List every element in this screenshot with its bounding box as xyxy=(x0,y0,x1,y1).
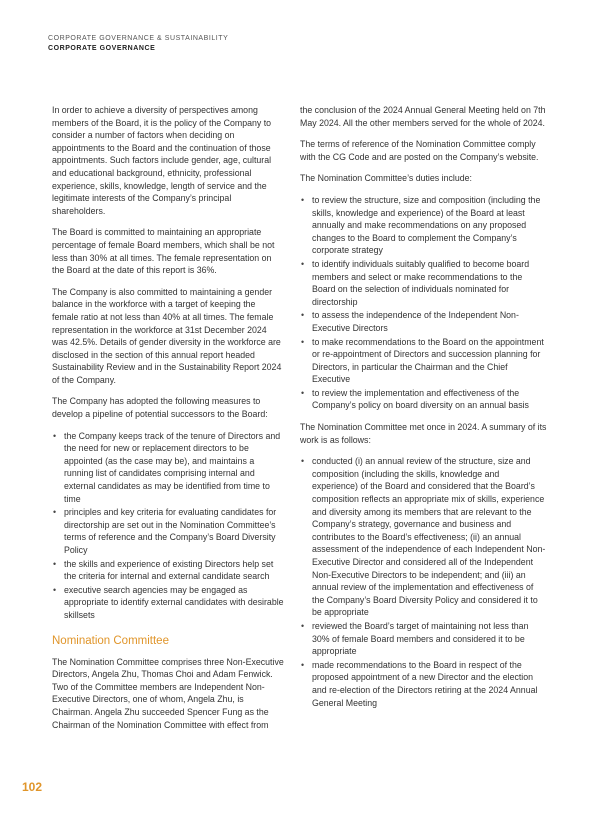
list-item: • to review the structure, size and composition (including the skills, knowledge and experience) of the Board at least annually and make recommendations on any proposed changes to the Board to complement the Company’s corporate strategy xyxy=(300,194,547,257)
paragraph-committee-continued: the conclusion of the 2024 Annual General Meeting held on 7th May 2024. All the other members served for the whole of 2024. xyxy=(300,105,546,128)
work-summary-list xyxy=(300,455,547,709)
running-header xyxy=(48,34,228,54)
list-item: • conducted (i) an annual review of the structure, size and composition (including the skills, knowledge and experience) of the Board and considered that the Board’s composition reflects an appropriate mix of skills, experience and diversity among its members that are relevant to the Company’s strategy, governance and business and contributes to the Board’s effectiveness; (ii) an annual assessment of the independence of each Independent Non-Executive Director and considered all of the Independent Non-Executive Directors to be independent; and (iii) an annual review of the implementation and effectiveness of the Company’s Board Diversity Policy and considered it to be appropriate xyxy=(300,455,547,619)
paragraph-committee-composition: The Nomination Committee comprises three Non-Executive Directors, Angela Zhu, Thomas Choi and Adam Fenwick. Two of the Committee members are Independent Non-Executive Directors, one of whom, Angela Zhu, is Chairman. Angela Zhu succeeded Spencer Fung as the Chairman of the Nomination Committee with effect from xyxy=(52,656,284,730)
list-item: • to identify individuals suitably qualified to become board members and select or make recommendations to the Board on the selection of individuals nominated for directorship xyxy=(300,258,547,308)
list-item: • made recommendations to the Board in respect of the proposed appointment of a new Director and the election and re-election of the Directors retiring at the 2024 Annual General Meeting xyxy=(300,659,547,709)
succession-measures-list xyxy=(52,430,284,622)
list-item: • the Company keeps track of the tenure of Directors and the need for new or replacement directors to be appointed (as the case may be), and maintains a running list of candidates comprising internal and external candidates as may be identified from time to time xyxy=(52,430,284,506)
list-item: • principles and key criteria for evaluating candidates for directorship are set out in the Nomination Committee’s terms of reference and the Company’s Board Diversity Policy xyxy=(52,506,284,556)
page-number: 102 xyxy=(22,780,43,794)
list-item: • to make recommendations to the Board on the appointment or re-appointment of Directors and succession planning for Directors, in particular the Chairman and the Chief Executive xyxy=(300,336,547,386)
right-column xyxy=(300,104,547,718)
header-section: CORPORATE GOVERNANCE & SUSTAINABILITY xyxy=(48,35,229,42)
paragraph-succession-intro: The Company has adopted the following measures to develop a pipeline of potential successors to the Board: xyxy=(52,396,268,420)
paragraph-workforce-gender: The Company is also committed to maintaining a gender balance in the workforce with a target of keeping the female ratio at not less than 40% at all times. The female representation in the workforce at 31st December 2024 was 42.5%. Details of gender diversity in the workforce are disclosed in the section of this annual report headed Sustainability Review and in the Sustainability Report 2024 of the Company. xyxy=(52,286,282,385)
paragraph-duties-intro: The Nomination Committee’s duties include: xyxy=(300,173,472,184)
paragraph-terms-of-reference: The terms of reference of the Nomination Committee comply with the CG Code and are posted on the Company’s website. xyxy=(300,139,539,162)
left-column xyxy=(52,104,284,740)
list-item: • reviewed the Board’s target of maintaining not less than 30% of female Board members and considered it to be appropriate xyxy=(300,620,547,658)
paragraph-diversity-policy: In order to achieve a diversity of perspectives among members of the Board, it is the policy of the Company to consider a number of factors when deciding on appointments to the Board and the continuation of those appointments. Such factors include gender, age, cultural and educational background, ethnicity, professional experience, skills, knowledge, length of service and the legitimate interests of the Company’s principal shareholders. xyxy=(52,105,272,216)
duties-list xyxy=(300,194,547,412)
list-item: • to assess the independence of the Independent Non-Executive Directors xyxy=(300,309,547,334)
list-item: • the skills and experience of existing Directors help set the criteria for internal and external candidate search xyxy=(52,558,284,583)
paragraph-work-summary-intro: The Nomination Committee met once in 2024. A summary of its work is as follows: xyxy=(300,422,547,445)
section-heading: Nomination Committee xyxy=(52,634,169,647)
header-subsection: CORPORATE GOVERNANCE xyxy=(48,45,156,52)
list-item: • executive search agencies may be engaged as appropriate to identify external candidates with desirable skillsets xyxy=(52,584,284,622)
paragraph-board-female-target: The Board is committed to maintaining an appropriate percentage of female Board members, which shall be not less than 30% at all times. The female representation on the Board at the date of this report is 36%. xyxy=(52,227,275,276)
list-item: • to review the implementation and effectiveness of the Company’s policy on board diversity on an annual basis xyxy=(300,387,547,412)
